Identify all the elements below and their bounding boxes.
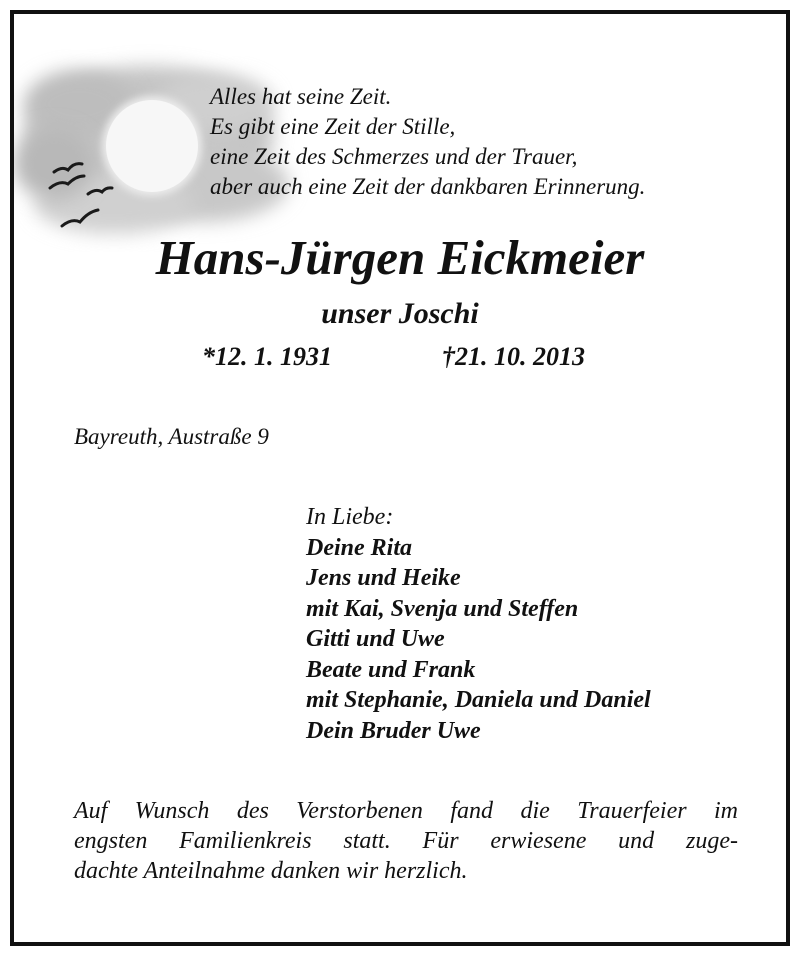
signer-name: mit Stephanie, Daniela und Daniel xyxy=(306,687,651,713)
quote-block xyxy=(210,82,645,202)
notice-line: dachte Anteilnahme danken wir herzlich. xyxy=(74,858,468,884)
quote-line: Es gibt eine Zeit der Stille, xyxy=(210,114,456,139)
deceased-name: Hans-Jürgen Eickmeier xyxy=(155,230,645,285)
funeral-notice xyxy=(74,796,738,886)
quote-line: eine Zeit des Schmerzes und der Trauer, xyxy=(210,144,578,169)
signer-name: Dein Bruder Uwe xyxy=(306,717,481,744)
signer-name: Deine Rita xyxy=(306,534,412,561)
obituary-card xyxy=(10,10,790,946)
signer-name: mit Kai, Svenja und Steffen xyxy=(306,595,579,622)
address: Bayreuth, Austraße 9 xyxy=(74,424,269,449)
notice-line: engsten Familienkreis statt. Für erwiesene und zuge- xyxy=(74,828,738,854)
signer-name: Gitti und Uwe xyxy=(306,626,445,652)
death-date: †21. 10. 2013 xyxy=(442,342,585,371)
deceased-nickname: unser Joschi xyxy=(321,297,479,330)
signer-name: Jens und Heike xyxy=(306,565,461,591)
notice-line: Auf Wunsch des Verstorbenen fand die Trauerfeier im xyxy=(74,798,738,824)
signers-block xyxy=(306,502,651,746)
signers-intro: In Liebe: xyxy=(306,504,394,530)
quote-line: Alles hat seine Zeit. xyxy=(210,84,392,109)
signer-name: Beate und Frank xyxy=(306,656,476,683)
quote-line: aber auch eine Zeit der dankbaren Erinnerung. xyxy=(210,174,646,199)
birth-date: *12. 1. 1931 xyxy=(202,342,332,371)
